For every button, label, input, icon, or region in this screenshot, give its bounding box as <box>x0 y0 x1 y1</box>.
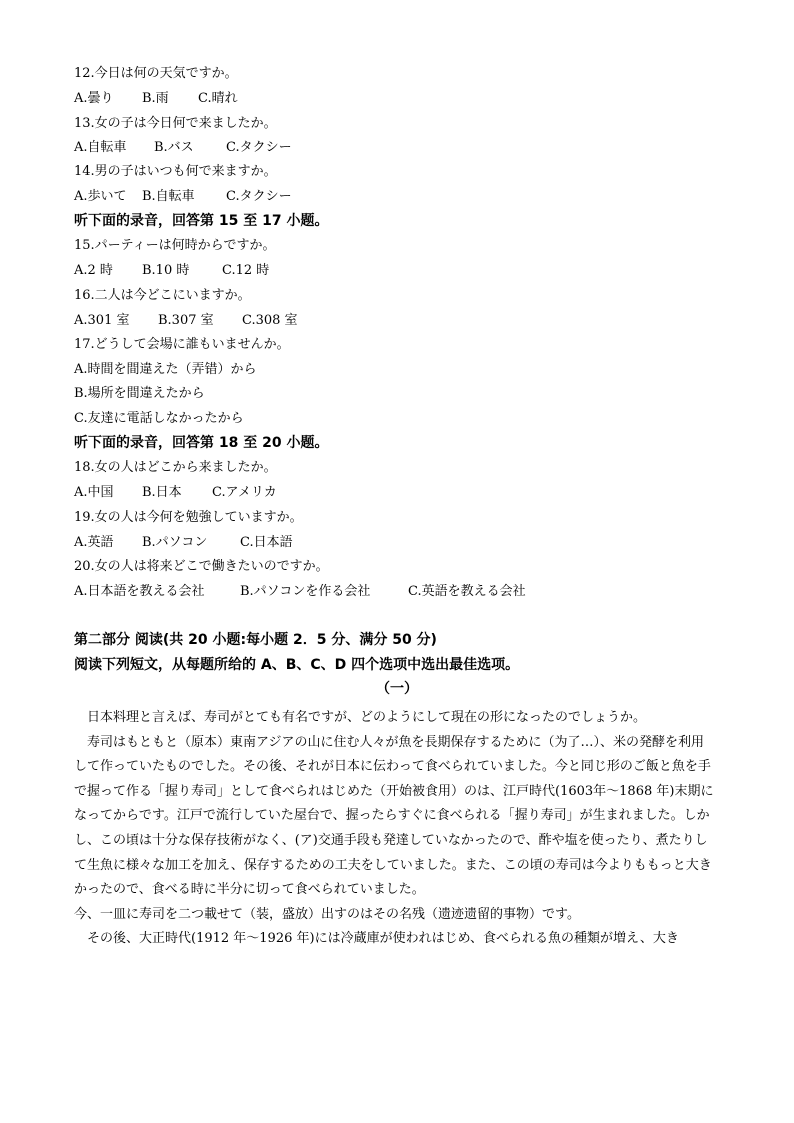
passage-paragraph-3: 今、一皿に寿司を二つ載せて（装，盛放）出すのはその名残（遗迹遗留的事物）です。 <box>74 906 580 922</box>
question-14: 14.男の子はいつも何で来ますか。 <box>74 164 277 179</box>
passage-number: （一） <box>376 681 418 697</box>
option-c: C.アメリカ <box>212 485 277 500</box>
options-19 <box>74 535 293 551</box>
question-15: 15.パーティーは何時からですか。 <box>74 238 276 253</box>
option-b: B.雨 <box>142 91 169 106</box>
passage-paragraph-4: その後、大正時代(1912 年～1926 年)には冷蔵庫が使われはじめ、食べられる魚の種類が増え、大き <box>87 931 679 947</box>
option-a: A.時間を間違えた（弄错）から <box>74 362 257 377</box>
section-heading-15-17: 听下面的录音，回答第 15 至 17 小题。 <box>74 213 329 229</box>
option-b: B.パソコンを作る会社 <box>240 584 371 599</box>
option-a: A.301 室 <box>74 313 130 328</box>
section-heading-18-20: 听下面的录音，回答第 18 至 20 小题。 <box>74 435 329 451</box>
option-c: C.友達に電話しなかったから <box>74 411 244 426</box>
options-12 <box>74 91 238 107</box>
option-c: C.英語を教える会社 <box>408 584 526 599</box>
option-b: B.パソコン <box>142 535 208 550</box>
question-19: 19.女の人は今何を勉強していますか。 <box>74 510 303 525</box>
question-18: 18.女の人はどこから来ましたか。 <box>74 460 277 475</box>
option-c: C.タクシー <box>226 189 292 204</box>
option-b: B.307 室 <box>158 313 214 328</box>
option-b: B.10 時 <box>142 263 190 278</box>
question-13: 13.女の子は今日何で来ましたか。 <box>74 116 277 131</box>
option-b: B.場所を間違えたから <box>74 386 205 401</box>
option-c: C.タクシー <box>226 140 292 155</box>
question-16: 16.二人は今どこにいますか。 <box>74 288 251 303</box>
question-12: 12.今日は何の天気ですか。 <box>74 66 238 81</box>
passage-paragraph-2: 寿司はもともと（原本）東南アジアの山に住む人々が魚を長期保存するために（为了…）、米の発酵を利用して作っていたものでした。その後、それが日本に伝わって食べられていました。今と同じ形のご飯と魚を手で握って作る「握り寿司」として食べられはじめた（开始被食用）のは、江戸時代(1603年～1868 年)末期になってからです。江戸で流行していた屋台で、握ったらすぐに食べられる「握り寿司」が生まれました。しかし、この頃は十分な保存技術がなく、(ア)交通手段も発達していなかったので、酢や塩を使ったり、煮たりして生魚に様々な加工を加え、保存するための工夫をしていました。また、この頃の寿司は今よりももっと大きかったので、食べる時に半分に切って食べられていました。 <box>74 734 714 898</box>
option-a: A.自転車 <box>74 140 127 155</box>
options-15 <box>74 263 269 279</box>
option-c: C.晴れ <box>198 91 238 106</box>
option-a: A.2 時 <box>74 263 113 278</box>
option-a: A.中国 <box>74 485 114 500</box>
options-20 <box>74 584 526 600</box>
option-a: A.日本語を教える会社 <box>74 584 205 599</box>
option-b: B.自転車 <box>142 189 195 204</box>
part2-title: 第二部分 阅读(共 20 小题:每小题 2．5 分、满分 50 分) <box>74 632 437 648</box>
option-a: A.英語 <box>74 535 114 550</box>
reading-passage <box>74 706 714 952</box>
options-18 <box>74 485 277 501</box>
question-20: 20.女の人は将来どこで働きたいのですか。 <box>74 559 329 574</box>
option-c: C.308 室 <box>242 313 298 328</box>
question-17: 17.どうして会場に誰もいませんか。 <box>74 337 290 352</box>
option-c: C.12 時 <box>222 263 270 278</box>
options-16 <box>74 313 298 329</box>
option-a: A.曇り <box>74 91 114 106</box>
option-a: A.歩いて <box>74 189 127 204</box>
part2-instruction: 阅读下列短文，从每题所给的 A、B、C、D 四个选项中选出最佳选项。 <box>74 657 520 673</box>
passage-paragraph-1: 日本料理と言えば、寿司がとても有名ですが、どのようにして現在の形になったのでしょうか。 <box>87 710 647 725</box>
options-13 <box>74 140 292 156</box>
options-14 <box>74 189 292 205</box>
option-b: B.日本 <box>142 485 182 500</box>
option-c: C.日本語 <box>240 535 293 550</box>
option-b: B.バス <box>154 140 194 155</box>
